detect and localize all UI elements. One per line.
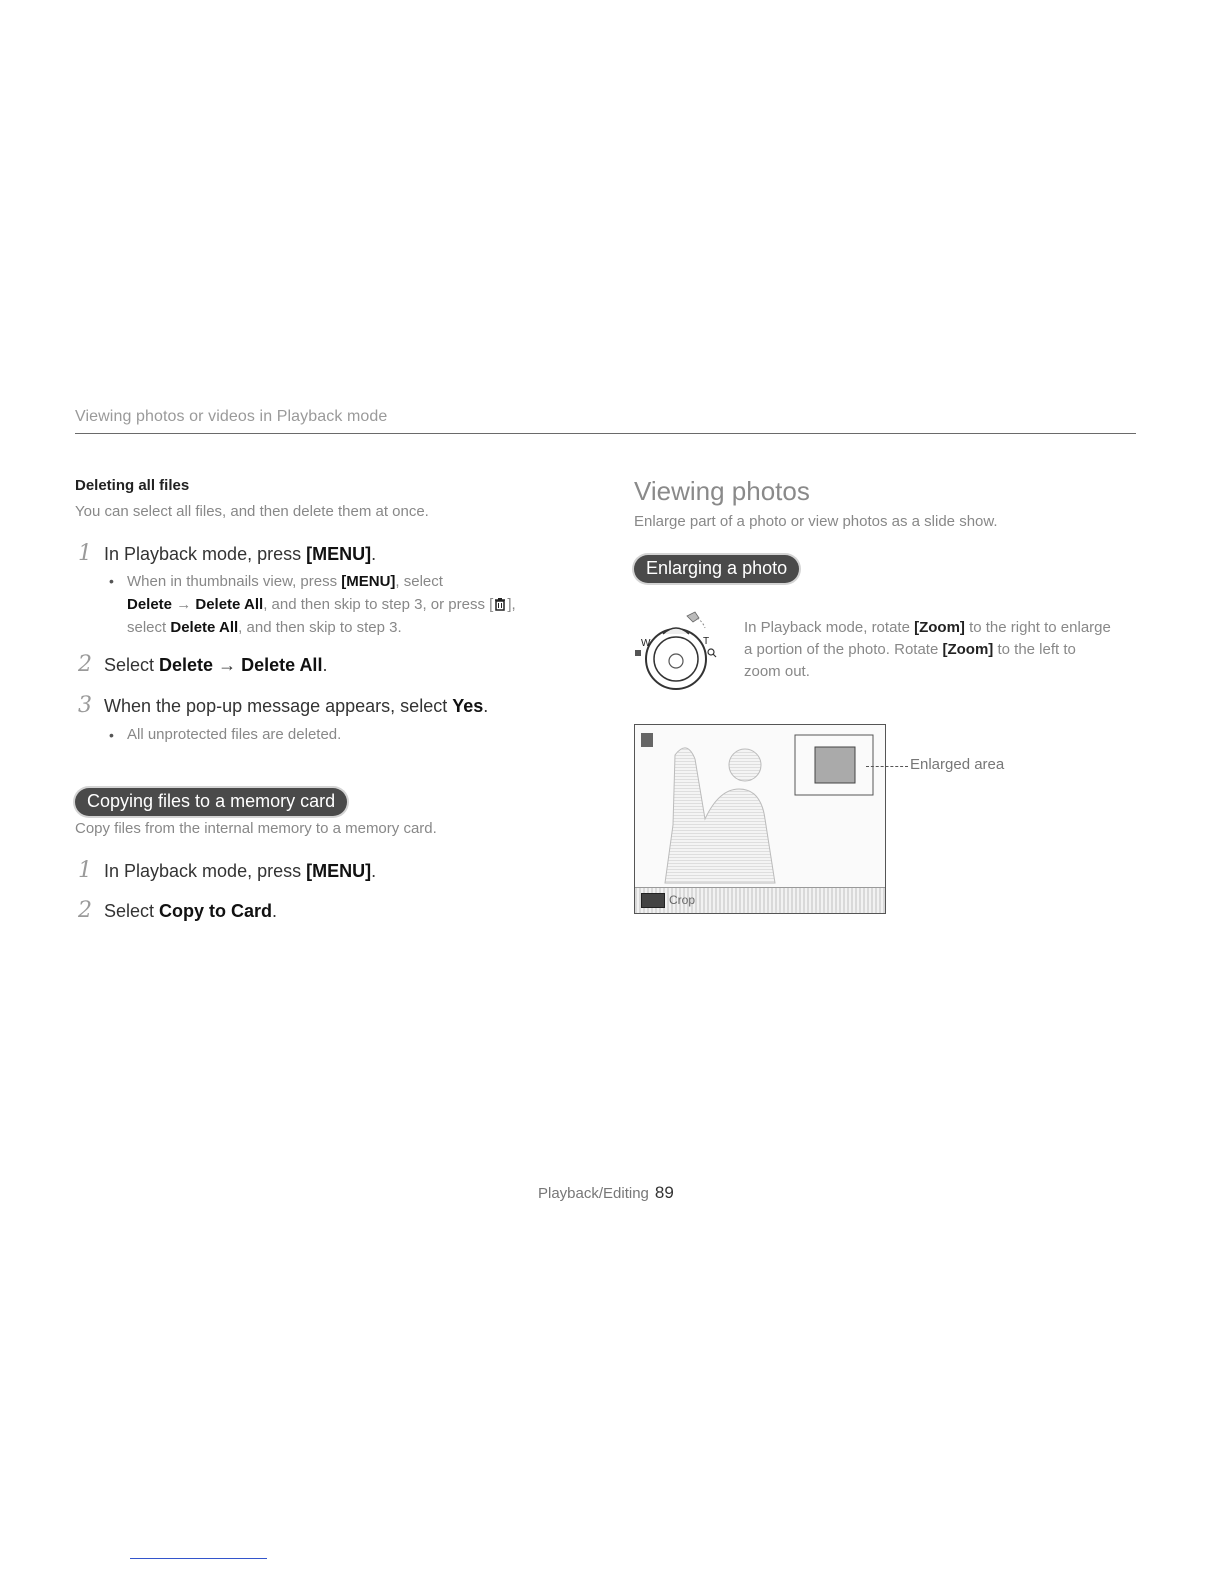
step-text: When the pop-up message appears, select Yes. — [104, 696, 489, 716]
crop-label: Crop — [669, 893, 696, 907]
step-text: Select Copy to Card. — [104, 901, 278, 921]
dial-w-label: W — [641, 638, 651, 649]
viewing-photos-intro: Enlarge part of a photo or view photos as a slide show. — [634, 513, 998, 530]
step-number: 1 — [78, 541, 92, 566]
zoom-line-1: In Playback mode, rotate [Zoom] to the right to enlarge — [744, 619, 1111, 636]
footer-section: Playback/Editing — [538, 1185, 649, 1202]
zoom-instructions — [744, 617, 1144, 683]
magnify-icon — [708, 649, 716, 657]
viewing-photos-title: Viewing photos — [634, 476, 810, 506]
bullet-dot: • — [109, 573, 114, 589]
step1-bullet-line2: Delete → Delete All, and then skip to step 3, or press [ ], — [127, 596, 516, 613]
callout-line — [866, 766, 908, 768]
header-divider — [75, 433, 1136, 434]
copying-files-section-pill: Copying files to a memory card — [75, 788, 347, 816]
zoom-dial-icon — [631, 604, 731, 694]
step1-bullet — [127, 570, 597, 639]
dial-t-label: T — [703, 636, 710, 647]
copying-intro: Copy files from the internal memory to a memory card. — [75, 820, 437, 837]
step-text: In Playback mode, press [MENU]. — [104, 861, 377, 881]
step3-bullet: All unprotected files are deleted. — [127, 726, 342, 743]
bottom-underline — [130, 1558, 267, 1559]
thumbnail-icon — [635, 650, 641, 656]
deleting-all-files-heading: Deleting all files — [75, 477, 190, 494]
enlarged-photo-illustration — [634, 724, 886, 914]
step-text-content: In Playback mode, press [MENU]. — [104, 544, 377, 564]
step-text — [104, 544, 376, 565]
step1-bullet-line1: When in thumbnails view, press [MENU], select — [127, 573, 443, 590]
photo-status-bar — [635, 887, 885, 913]
bullet-dot: • — [109, 727, 114, 743]
zoom-line-3: zoom out. — [744, 663, 810, 680]
trash-icon — [493, 595, 507, 609]
page-number: 89 — [654, 1183, 674, 1202]
enlarging-photo-section-pill: Enlarging a photo — [634, 555, 799, 583]
step-number: 1 — [78, 858, 92, 883]
step-number: 2 — [78, 652, 92, 677]
page-header-breadcrumb: Viewing photos or videos in Playback mode — [75, 408, 388, 425]
step-number: 2 — [78, 898, 92, 923]
zoom-line-2: a portion of the photo. Rotate [Zoom] to the left to — [744, 641, 1076, 658]
step1-bullet-line3: select Delete All, and then skip to step 3. — [127, 619, 402, 636]
step-text: Select Delete → Delete All. — [104, 655, 328, 675]
page-footer — [538, 1183, 674, 1203]
enlarged-area-callout: Enlarged area — [910, 756, 1005, 773]
back-icon — [641, 893, 665, 908]
step-number: 3 — [78, 693, 92, 718]
deleting-all-intro: You can select all files, and then delete them at once. — [75, 503, 429, 520]
